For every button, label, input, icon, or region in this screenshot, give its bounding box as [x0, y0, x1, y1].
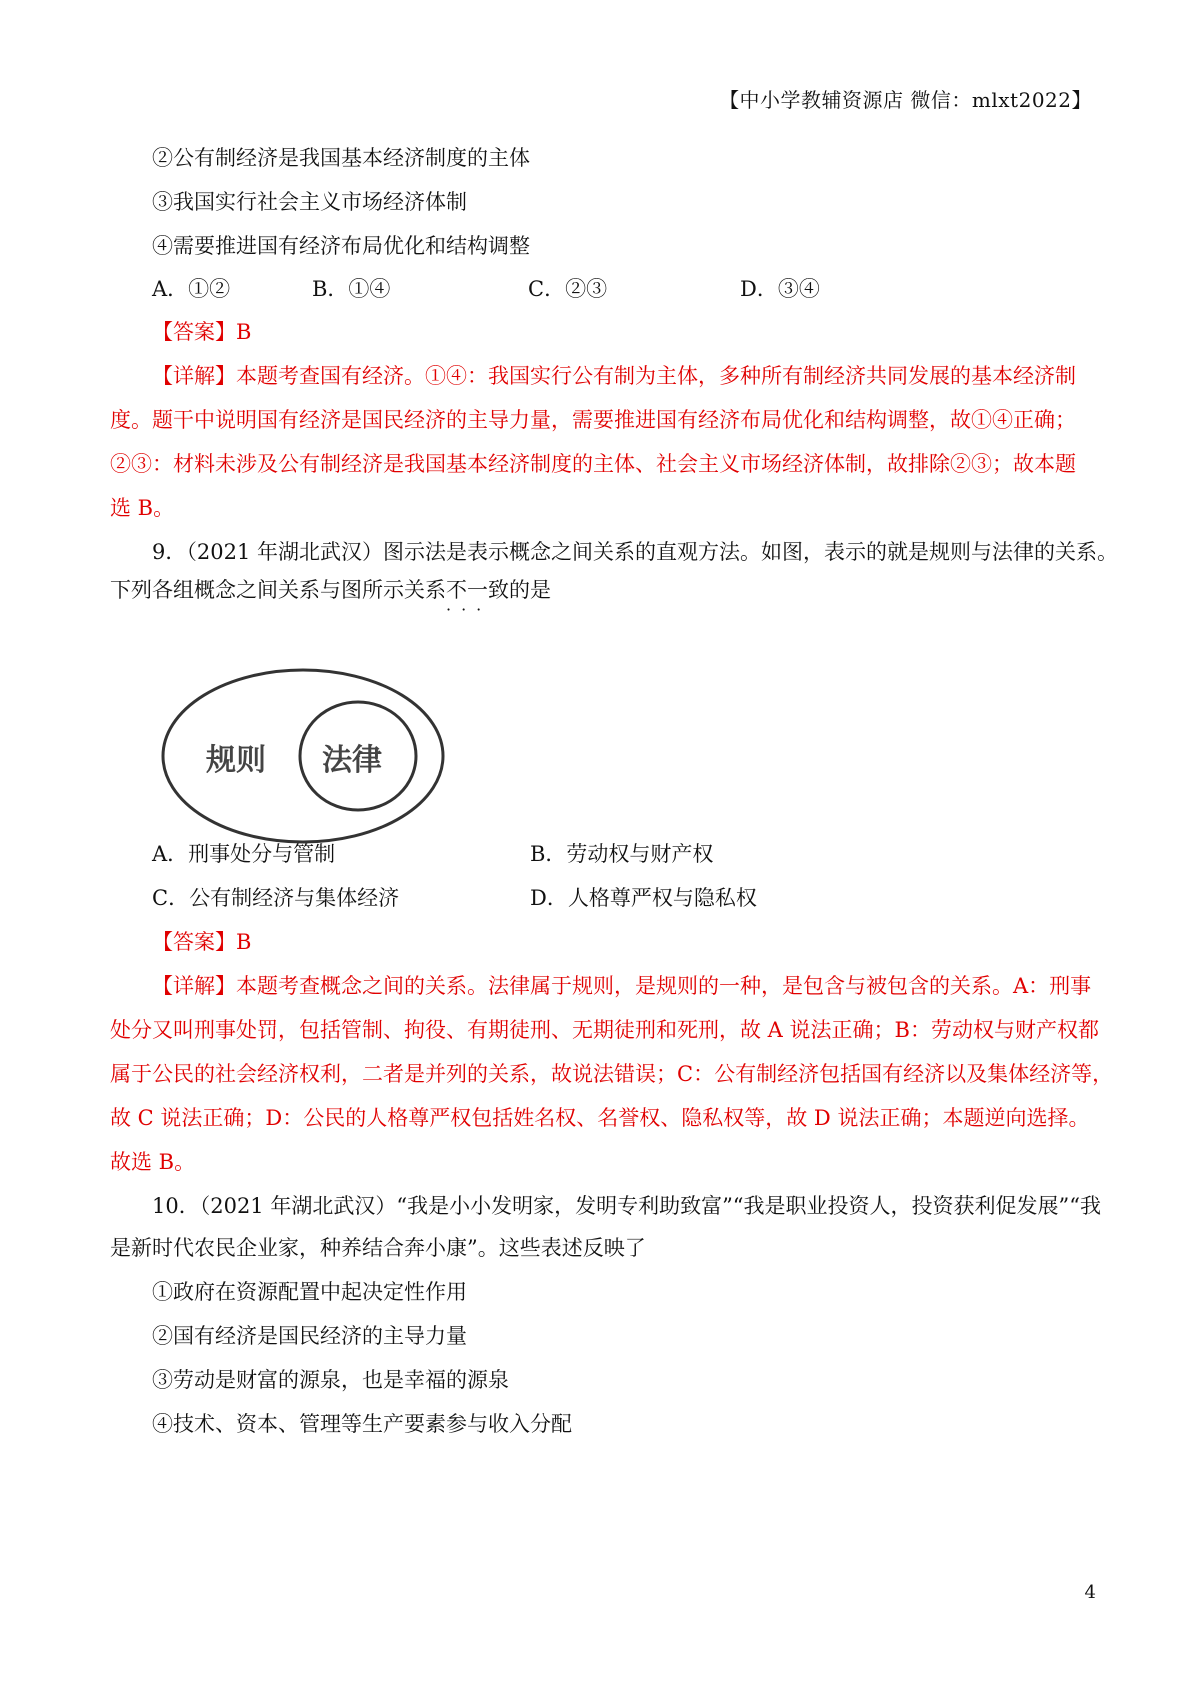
q9-stem-line: 9．（2021 年湖北武汉）图示法是表示概念之间关系的直观方法。如图，表示的就是规则与法律的关系。 — [152, 540, 1118, 564]
q9-option-b: B．劳动权与财产权 — [530, 842, 714, 866]
q10-statement: ①政府在资源配置中起决定性作用 — [152, 1280, 467, 1304]
q9-option-c: C．公有制经济与集体经济 — [152, 886, 400, 910]
q9-stem-line — [110, 574, 551, 619]
q8-explanation-line: 【详解】本题考查国有经济。①④：我国实行公有制为主体，多种所有制经济共同发展的基本经济制 — [152, 364, 1076, 388]
q8-statement: ④需要推进国有经济布局优化和结构调整 — [152, 234, 530, 258]
q8-answer: 【答案】B — [152, 320, 252, 344]
q9-explanation-line: 属于公民的社会经济权利，二者是并列的关系，故说法错误；C：公有制经济包括国有经济以及集体经济等， — [110, 1062, 1114, 1086]
inner-label: 法律 — [322, 743, 382, 778]
q8-option-c: C．②③ — [528, 277, 608, 301]
q9-answer: 【答案】B — [152, 930, 252, 954]
q10-stem-line: 10．（2021 年湖北武汉）“我是小小发明家，发明专利助致富”“我是职业投资人，投资获利促发展”“我 — [152, 1194, 1102, 1218]
q8-statement: ②公有制经济是我国基本经济制度的主体 — [152, 146, 530, 170]
q8-explanation-line: ②③：材料未涉及公有制经济是我国基本经济制度的主体、社会主义市场经济体制，故排除②③；故本题 — [110, 452, 1076, 476]
q9-explanation-line: 处分又叫刑事处罚，包括管制、拘役、有期徒刑、无期徒刑和死刑，故 A 说法正确；B：劳动权与财产权都 — [110, 1018, 1099, 1042]
q9-explanation-line: 【详解】本题考查概念之间的关系。法律属于规则，是规则的一种，是包含与被包含的关系。A：刑事 — [152, 974, 1092, 998]
page-header: 【中小学教辅资源店 微信：mlxt2022】 — [719, 88, 1092, 112]
q9-stem-emphasis: 不一致 ··· — [446, 578, 509, 619]
q8-explanation-line: 选 B。 — [110, 496, 175, 520]
outer-ellipse — [163, 670, 443, 842]
q9-stem-suffix: 的是 — [509, 578, 551, 602]
q10-stem-line: 是新时代农民企业家，种养结合奔小康”。这些表述反映了 — [110, 1236, 646, 1260]
q10-statement: ③劳动是财富的源泉，也是幸福的源泉 — [152, 1368, 509, 1392]
concept-diagram — [160, 660, 490, 860]
q8-option-a: A．①② — [152, 277, 231, 301]
q8-option-d: D．③④ — [740, 277, 820, 301]
outer-label: 规则 — [206, 743, 266, 778]
q8-statement: ③我国实行社会主义市场经济体制 — [152, 190, 467, 214]
page-number: 4 — [1084, 1582, 1096, 1603]
q10-statement: ④技术、资本、管理等生产要素参与收入分配 — [152, 1412, 572, 1436]
q8-option-b: B．①④ — [312, 277, 391, 301]
q9-stem-prefix: 下列各组概念之间关系与图所示关系 — [110, 578, 446, 602]
q9-explanation-line: 故 C 说法正确；D：公民的人格尊严权包括姓名权、名誉权、隐私权等，故 D 说法正确；本题逆向选择。 — [110, 1106, 1090, 1130]
q9-option-d: D．人格尊严权与隐私权 — [530, 886, 757, 910]
q8-explanation-line: 度。题干中说明国有经济是国民经济的主导力量，需要推进国有经济布局优化和结构调整，故①④正确； — [110, 408, 1076, 432]
q9-option-a: A．刑事处分与管制 — [152, 842, 336, 866]
q9-explanation-line: 故选 B。 — [110, 1150, 196, 1174]
q10-statement: ②国有经济是国民经济的主导力量 — [152, 1324, 467, 1348]
